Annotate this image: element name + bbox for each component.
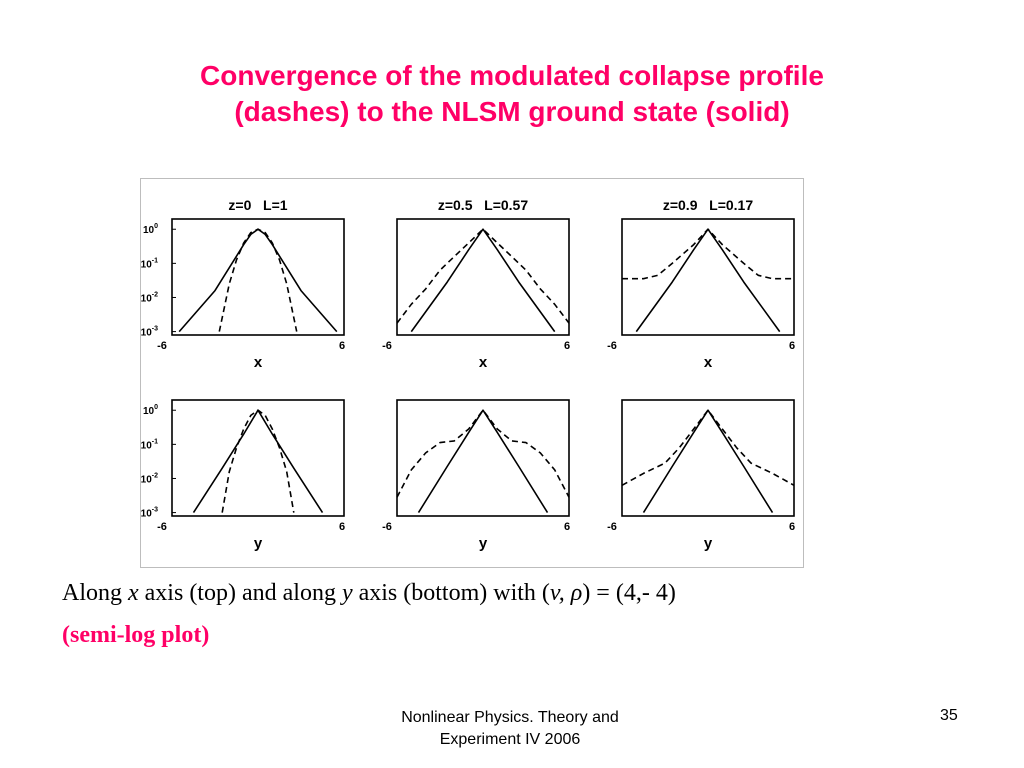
caption-var-x: x <box>128 580 139 606</box>
figure-panel-grid <box>140 178 804 568</box>
panel-6-xtick-label-left: -6 <box>607 521 617 533</box>
caption-part2: axis (top) and along <box>138 580 342 606</box>
panel-4-xlabel: y <box>253 535 263 552</box>
panel-5-series-solid <box>419 410 548 512</box>
panel-1-series-solid <box>179 229 337 331</box>
panel-1-ytick-label-3: $10^{-3}$ <box>141 325 158 339</box>
panel-1-series-dashed <box>219 229 296 331</box>
panel-4-ytick-exponent-3: -3 <box>151 506 158 514</box>
page-number: 35 <box>940 707 958 724</box>
panel-2-series-dashed <box>397 229 569 323</box>
panel-4-ytick-exponent-1: -1 <box>151 438 158 446</box>
slide-title-line2: (dashes) to the NLSM ground state (solid) <box>234 96 790 127</box>
panel-2-frame <box>397 219 569 335</box>
panel-4-ytick-label-2: $10^{-2}$ <box>141 472 158 486</box>
panel-4-ytick-exponent-2: -2 <box>151 472 158 480</box>
panel-6-series-solid <box>644 410 773 512</box>
panel-6-frame <box>622 400 794 516</box>
chart-svg <box>141 179 803 567</box>
slide-title <box>62 58 962 130</box>
panel-2-xtick-label-right: 6 <box>563 340 571 352</box>
panel-5-xtick-label-left: -6 <box>382 521 392 533</box>
footer <box>360 707 660 751</box>
panel-4-frame <box>172 400 344 516</box>
panel-2-xtick-label-left: -6 <box>382 340 392 352</box>
footer-line2: Experiment IV 2006 <box>439 731 581 748</box>
panel-3-title: z=0.9 L=0.17 <box>662 197 754 213</box>
caption-part3: axis (bottom) with ( <box>352 580 550 606</box>
panel-1-xlabel: x <box>253 354 263 371</box>
panel-4-series-dashed <box>222 410 294 512</box>
caption-semilog-note: (semi-log plot) <box>62 622 210 648</box>
caption-part1: Along <box>62 580 128 606</box>
panel-4-ytick-exponent-0: 0 <box>154 404 158 412</box>
panel-1-ytick-label-2: $10^{-2}$ <box>141 291 158 305</box>
footer-line1: Nonlinear Physics. Theory and <box>401 709 619 726</box>
panel-5-frame <box>397 400 569 516</box>
panel-1-frame <box>172 219 344 335</box>
caption-var-nu-rho: v, ρ <box>549 580 583 606</box>
panel-1-ytick-exponent-1: -1 <box>151 257 158 265</box>
panel-1-ytick-exponent-3: -3 <box>151 325 158 333</box>
panel-4-xtick-label-left: -6 <box>157 521 167 533</box>
panel-1-ytick-label-0: $10^0$ <box>142 223 158 237</box>
panel-6-xtick-label-right: 6 <box>788 521 796 533</box>
panel-6-series-dashed <box>622 410 794 485</box>
panel-4-ytick-label-3: $10^{-3}$ <box>141 506 158 520</box>
panel-4-xtick-label-right: 6 <box>338 521 346 533</box>
panel-2-title: z=0.5 L=0.57 <box>437 197 529 213</box>
panel-1-xtick-label-left: -6 <box>157 340 167 352</box>
panel-1-ytick-exponent-0: 0 <box>154 223 158 231</box>
panel-5-xtick-label-right: 6 <box>563 521 571 533</box>
slide-title-line1: Convergence of the modulated collapse profile <box>200 60 824 91</box>
panel-3-series-solid <box>636 229 779 331</box>
panel-1-xtick-label-right: 6 <box>338 340 346 352</box>
panel-1-title: z=0 L=1 <box>228 197 288 213</box>
panel-4-ytick-label-1: $10^{-1}$ <box>141 438 158 452</box>
panel-5-xlabel: y <box>478 535 488 552</box>
panel-3-xtick-label-left: -6 <box>607 340 617 352</box>
caption-part4: ) = (4,- 4) <box>582 580 676 606</box>
panel-6-xlabel: y <box>703 535 713 552</box>
panel-1-ytick-label-1: $10^{-1}$ <box>141 257 158 271</box>
panel-3-series-dashed <box>622 229 794 279</box>
figure-caption <box>62 580 676 607</box>
panel-3-xlabel: x <box>703 354 713 371</box>
panel-4-series-solid <box>194 410 323 512</box>
panel-4-ytick-label-0: $10^0$ <box>142 404 158 418</box>
panel-2-xlabel: x <box>478 354 488 371</box>
panel-3-xtick-label-right: 6 <box>788 340 796 352</box>
caption-var-y: y <box>341 580 353 606</box>
panel-5-series-dashed <box>397 410 569 497</box>
panel-1-ytick-exponent-2: -2 <box>151 291 158 299</box>
